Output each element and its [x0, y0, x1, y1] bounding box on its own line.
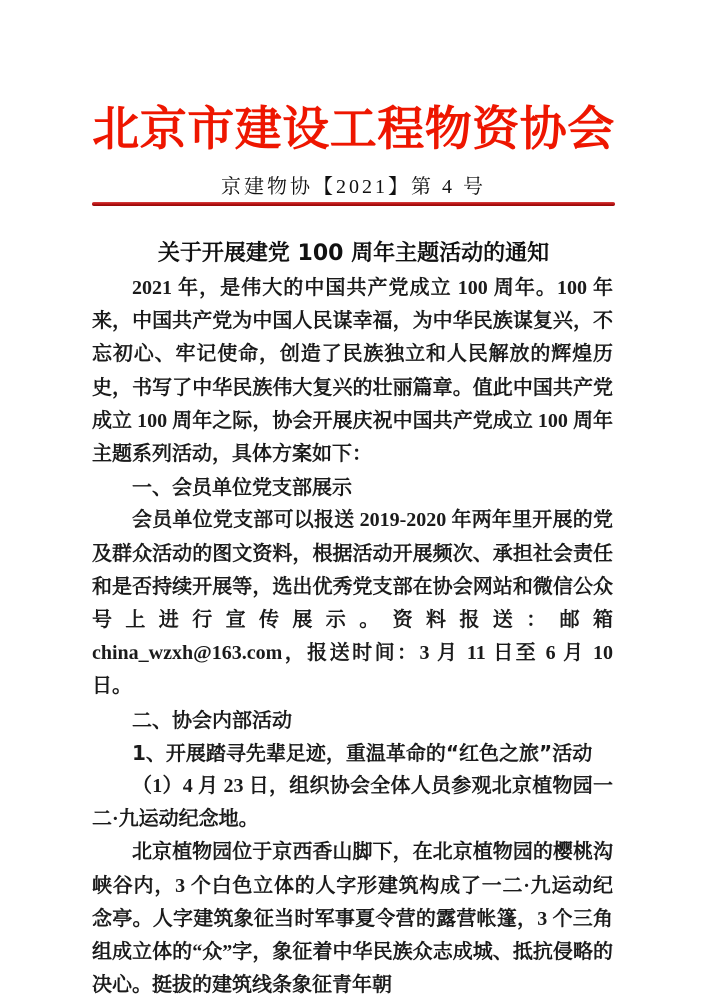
body-paragraph: 2021 年，是伟大的中国共产党成立 100 周年。100 年来，中国共产党为中国人民谋幸福，为中华民族谋复兴，不忘初心、牢记使命，创造了民族独立和人民解放的辉煌历史，书写了中华民族伟大复兴的壮丽篇章。值此中国共产党成立 100 周年之际，协会开展庆祝中国共产党成立 100 周年主题系列活动，具体方案如下： — [92, 277, 613, 466]
doc-number: 京建物协【2021】第 4 号 — [221, 176, 486, 198]
document-title: 关于开展建党 100 周年主题活动的通知 — [157, 241, 550, 266]
document-body — [92, 272, 613, 1002]
body-paragraph: 会员单位党支部可以报送 2019-2020 年两年里开展的党及群众活动的图文资料，根据活动开展频次、承担社会责任和是否持续开展等，选出优秀党支部在协会网站和微信公众号上进行宣传展示。资料报送：邮箱 china_wzxh@163.com，报送时间：3 月 11 日至 6 月 10 日。 — [92, 509, 613, 698]
red-divider-line — [92, 202, 615, 206]
org-name-banner: 北京市建设工程物资协会 — [92, 102, 615, 157]
body-paragraph: 北京植物园位于京西香山脚下，在北京植物园的樱桃沟峡谷内，3 个白色立体的人字形建筑构成了一二·九运动纪念亭。人字建筑象征当时军事夏令营的露营帐篷，3 个三角组成立体的“众”字，象征着中华民族众志成城、抵抗侵略的决心。挺拔的建筑线条象征青年朝 — [92, 841, 613, 997]
body-paragraph: （1）4 月 23 日，组织协会全体人员参观北京植物园一二·九运动纪念地。 — [92, 775, 613, 831]
section-heading: 二、协会内部活动 — [132, 707, 292, 732]
section-heading: 一、会员单位党支部展示 — [132, 475, 352, 500]
section-heading: 1、开展踏寻先辈足迹，重温革命的“红色之旅”活动 — [132, 740, 593, 765]
